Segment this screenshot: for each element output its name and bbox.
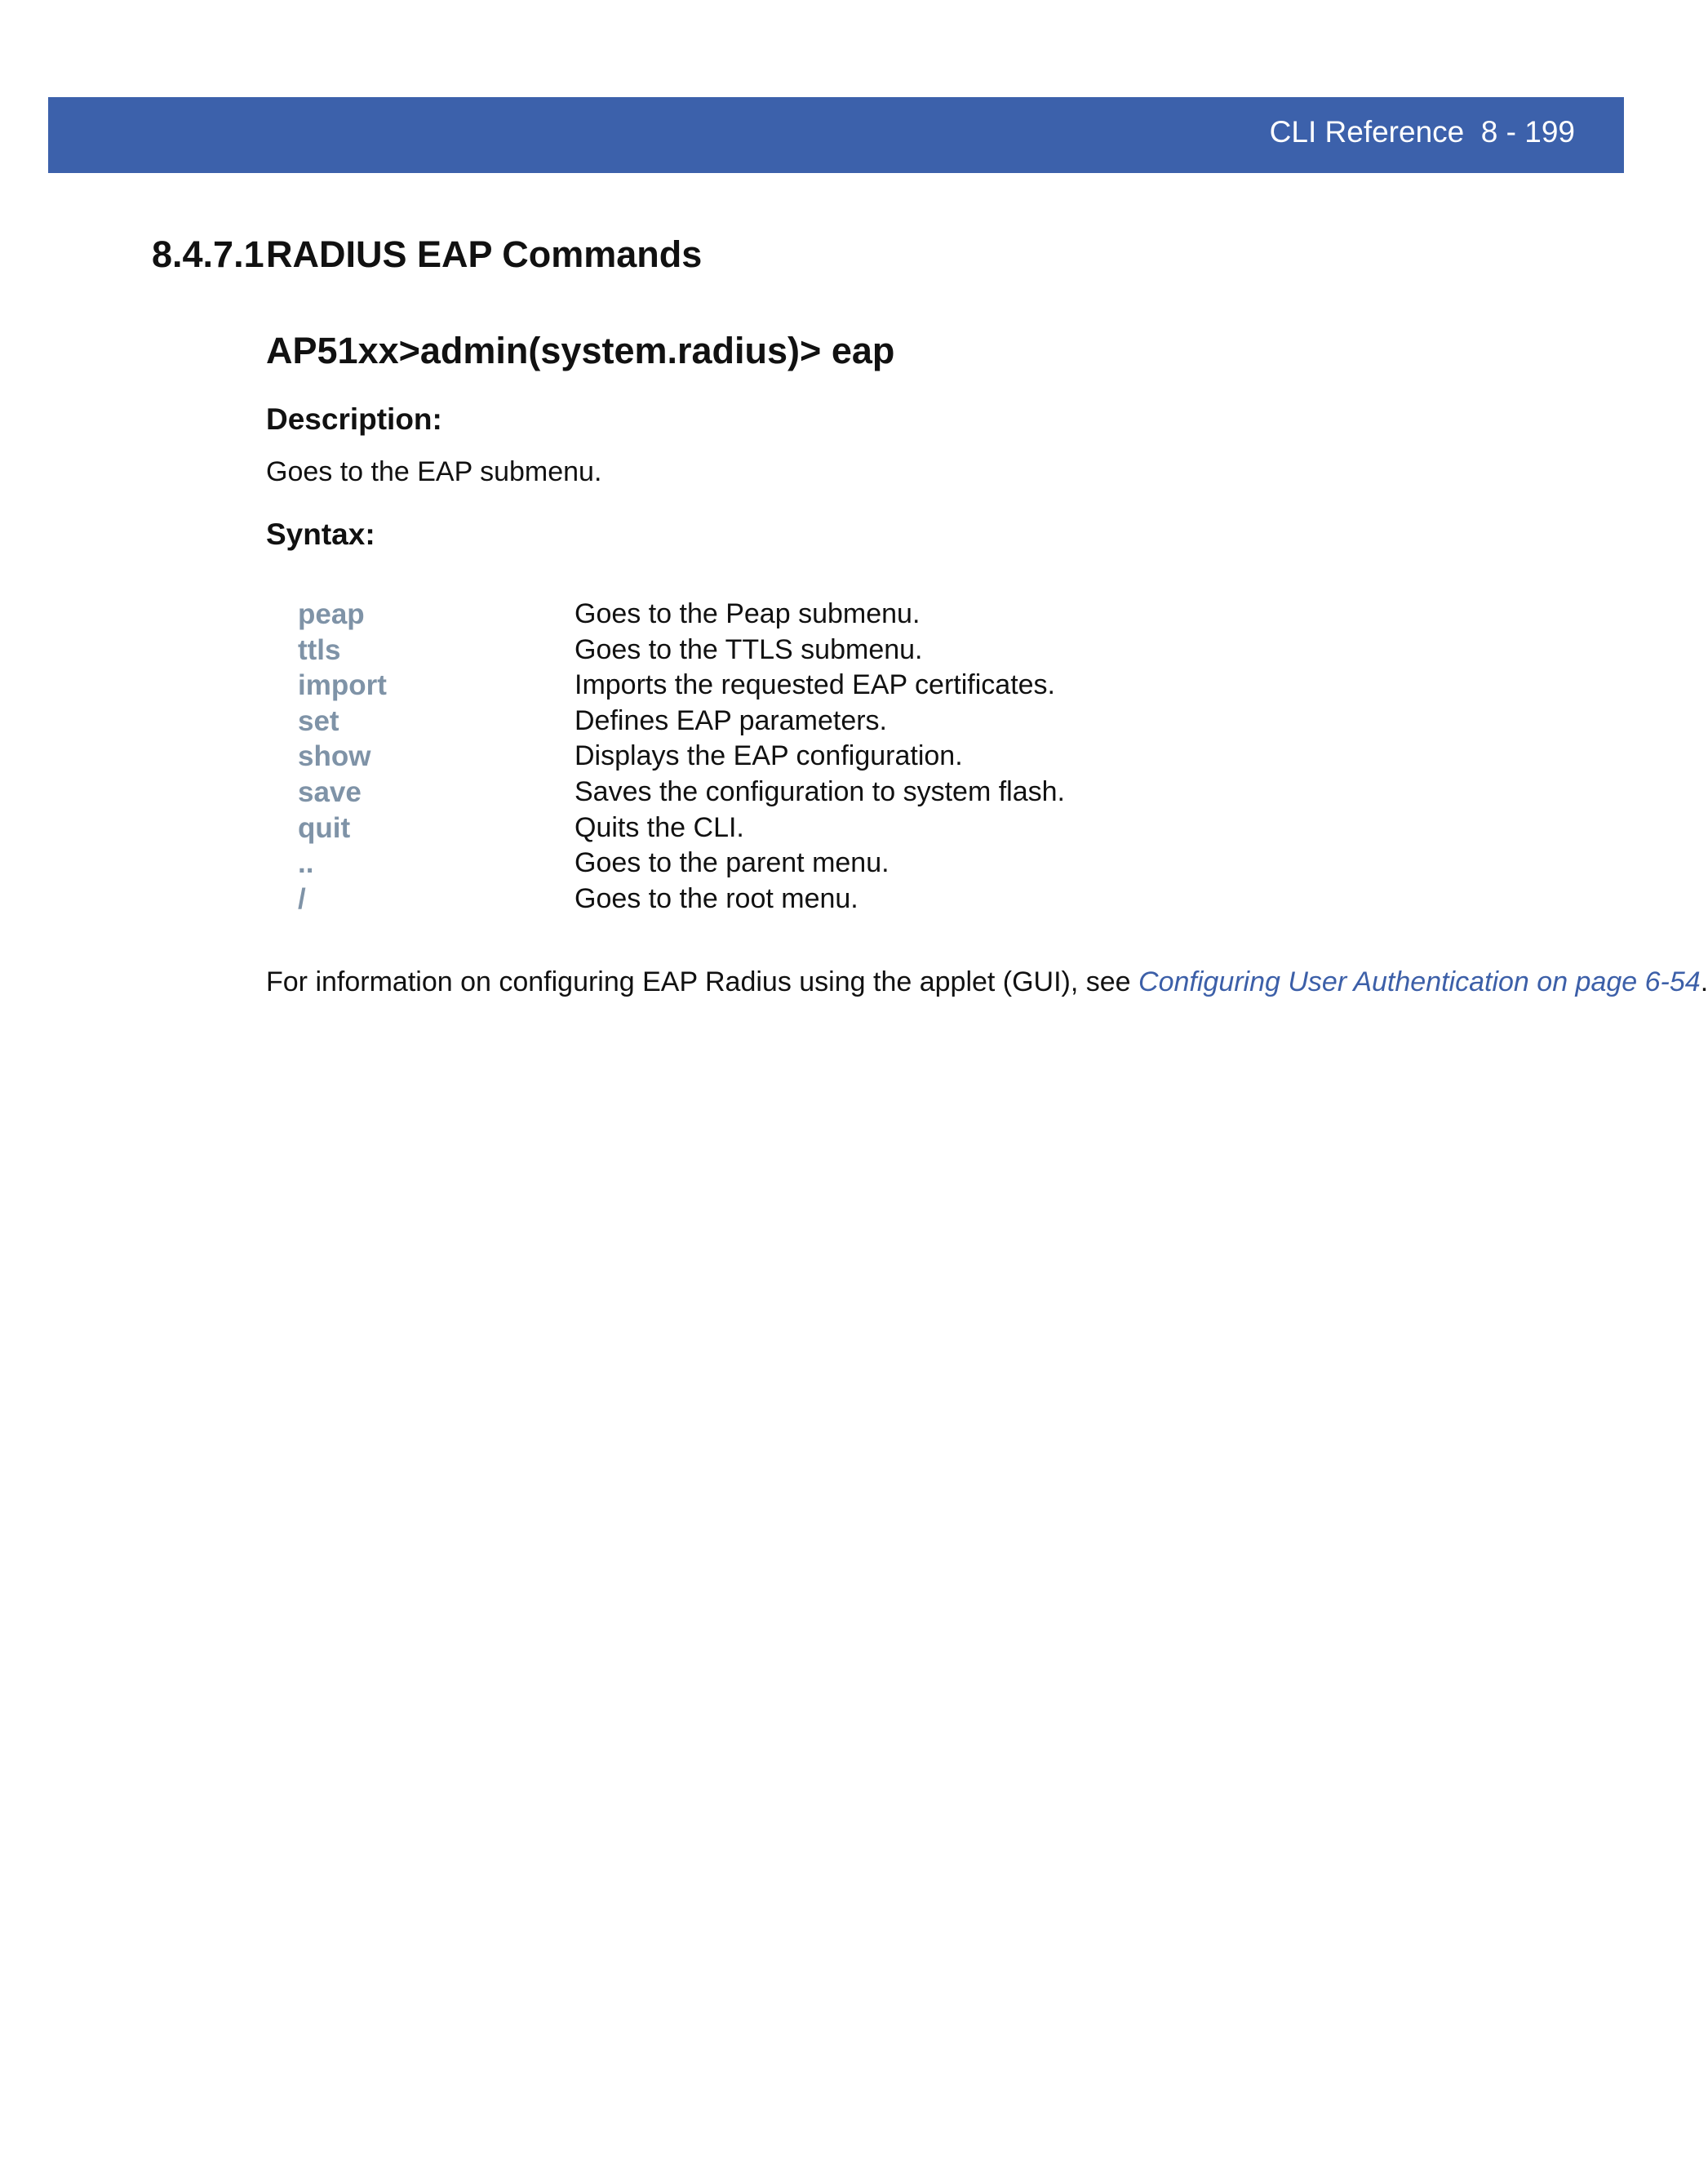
syntax-row bbox=[298, 847, 1604, 883]
syntax-row bbox=[298, 812, 1604, 848]
syntax-row bbox=[298, 634, 1604, 670]
syntax-command: .. bbox=[298, 847, 314, 880]
syntax-description: Displays the EAP configuration. bbox=[575, 740, 963, 772]
syntax-row bbox=[298, 883, 1604, 919]
syntax-row bbox=[298, 598, 1604, 634]
syntax-command: save bbox=[298, 775, 362, 808]
syntax-row bbox=[298, 776, 1604, 812]
page-header-bar bbox=[48, 97, 1624, 173]
syntax-description: Goes to the parent menu. bbox=[575, 847, 889, 879]
description-label: Description: bbox=[266, 402, 442, 436]
syntax-description: Imports the requested EAP certificates. bbox=[575, 669, 1055, 701]
syntax-row bbox=[298, 669, 1604, 705]
reference-end: . bbox=[1700, 966, 1708, 997]
syntax-description: Quits the CLI. bbox=[575, 811, 744, 843]
syntax-description: Goes to the root menu. bbox=[575, 882, 858, 914]
cross-reference-link[interactable]: Configuring User Authentication on page 6-54 bbox=[1138, 966, 1701, 997]
syntax-row bbox=[298, 740, 1604, 776]
syntax-command: show bbox=[298, 740, 371, 773]
syntax-description: Goes to the Peap submenu. bbox=[575, 598, 921, 629]
reference-paragraph bbox=[266, 966, 1708, 998]
syntax-table bbox=[298, 598, 1604, 918]
syntax-command: peap bbox=[298, 598, 365, 630]
description-text: Goes to the EAP submenu. bbox=[266, 456, 602, 487]
syntax-label: Syntax: bbox=[266, 517, 375, 551]
syntax-description: Saves the configuration to system flash. bbox=[575, 775, 1065, 807]
syntax-command: quit bbox=[298, 811, 351, 844]
section-number: 8.4.7.1 bbox=[152, 233, 264, 275]
section-title: RADIUS EAP Commands bbox=[266, 233, 703, 275]
reference-text: For information on configuring EAP Radius using the applet (GUI), see bbox=[266, 966, 1139, 997]
syntax-row bbox=[298, 705, 1604, 741]
command-title: AP51xx>admin(system.radius)> eap bbox=[266, 330, 895, 371]
page-header-text: CLI Reference 8 - 199 bbox=[1269, 115, 1575, 149]
section-heading bbox=[152, 233, 702, 276]
syntax-description: Defines EAP parameters. bbox=[575, 704, 887, 736]
syntax-command: set bbox=[298, 704, 339, 737]
syntax-command: ttls bbox=[298, 633, 341, 666]
syntax-command: import bbox=[298, 669, 387, 702]
syntax-description: Goes to the TTLS submenu. bbox=[575, 633, 923, 665]
syntax-command: / bbox=[298, 882, 306, 915]
